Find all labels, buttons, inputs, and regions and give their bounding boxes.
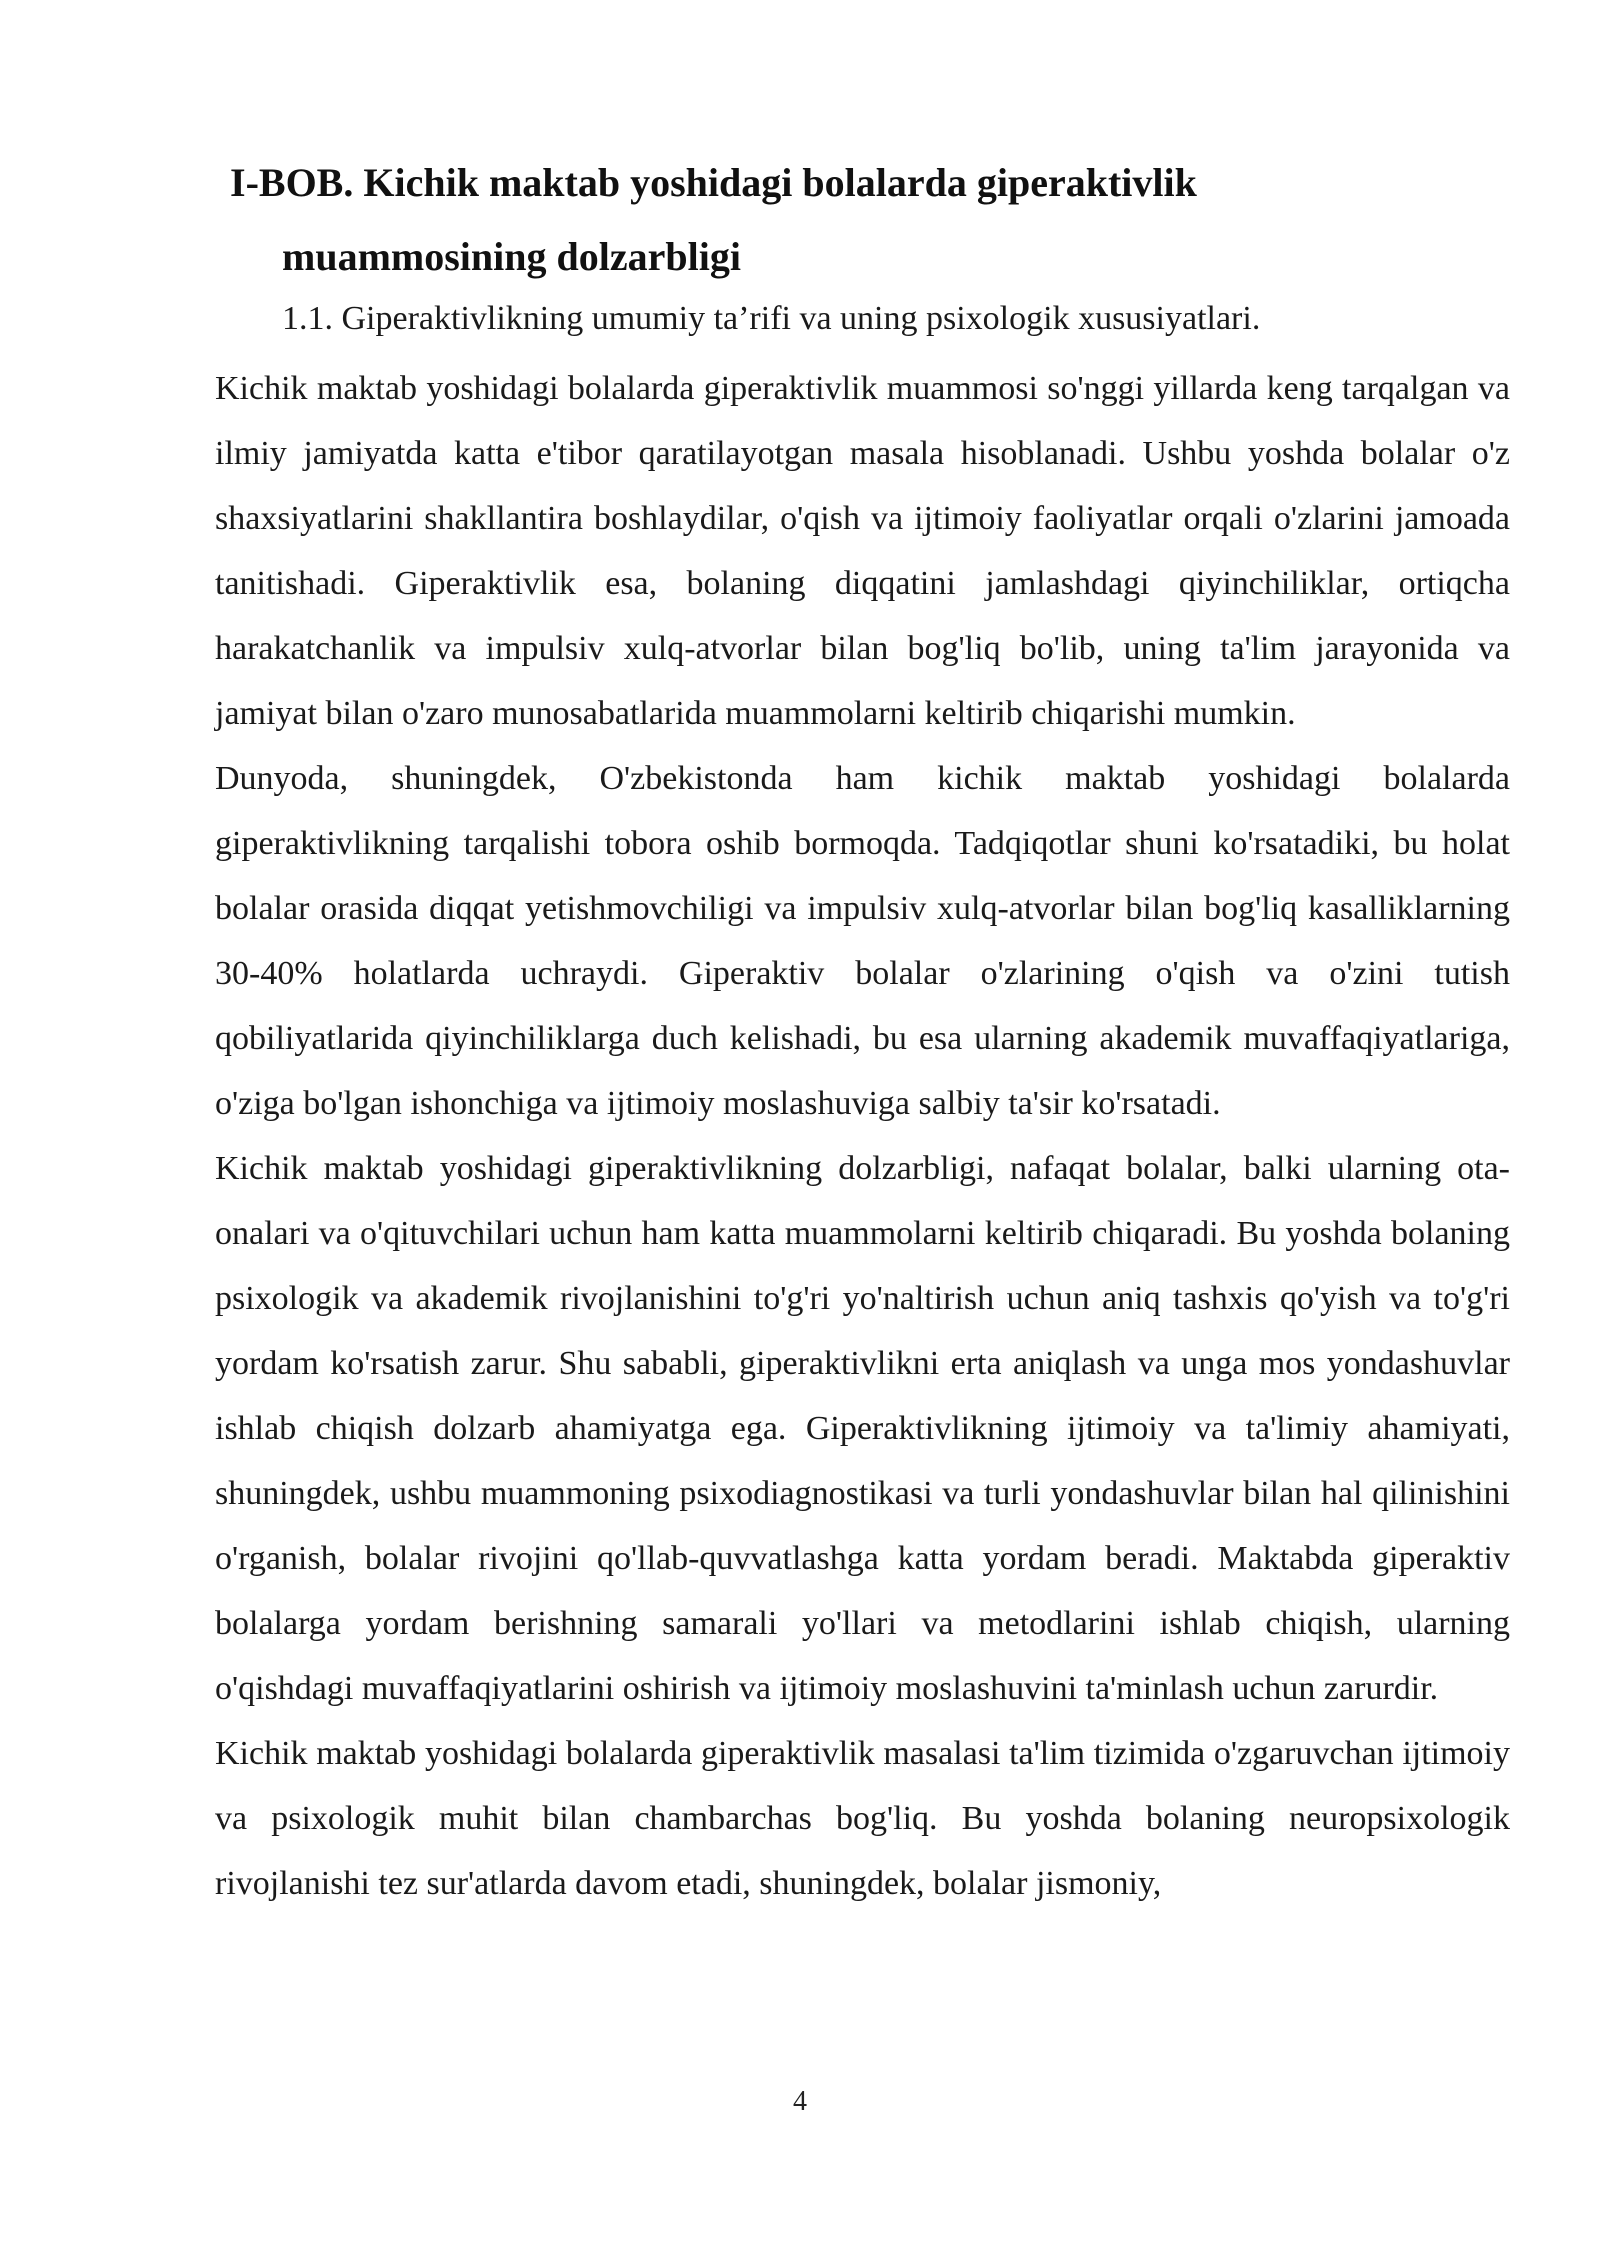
chapter-title-line2: muammosining dolzarbligi xyxy=(282,234,741,279)
page-number: 4 xyxy=(793,2086,807,2117)
chapter-title-line1: I-BOB. Kichik maktab yoshidagi bolalarda giperaktivlik xyxy=(230,160,1197,205)
body-text xyxy=(215,356,1510,1916)
paragraph: Kichik maktab yoshidagi bolalarda giperaktivlik masalasi ta'lim tizimida o'zgaruvchan ijtimoiy va psixologik muhit bilan chambarchas bog'liq. Bu yoshda bolaning neuropsixologik rivojlanishi tez sur'atlarda davom etadi, shuningdek, bolalar jismoniy, xyxy=(215,1735,1510,1902)
section-title: 1.1. Giperaktivlikning umumiy ta’rifi va uning psixologik xususiyatlari. xyxy=(282,300,1261,337)
paragraph: Kichik maktab yoshidagi bolalarda giperaktivlik muammosi so'nggi yillarda keng tarqalgan va ilmiy jamiyatda katta e'tibor qaratilayotgan masala hisoblanadi. Ushbu yoshda bolalar o'z shaxsiyatlarini shakllantira boshlaydilar, o'qish va ijtimoiy faoliyatlar orqali o'zlarini jamoada tanitishadi. Giperaktivlik esa, bolaning diqqatini jamlashdagi qiyinchiliklar, ortiqcha harakatchanlik va impulsiv xulq-atvorlar bilan bog'liq bo'lib, uning ta'lim jarayonida va jamiyat bilan o'zaro munosabatlarida muammolarni keltirib chiqarishi mumkin. xyxy=(215,370,1510,732)
paragraph: Dunyoda, shuningdek, O'zbekistonda ham kichik maktab yoshidagi bolalarda giperaktivlikning tarqalishi tobora oshib bormoqda. Tadqiqotlar shuni ko'rsatadiki, bu holat bolalar orasida diqqat yetishmovchiligi va impulsiv xulq-atvorlar bilan bog'liq kasalliklarning 30-40% holatlarda uchraydi. Giperaktiv bolalar o'zlarining o'qish va o'zini tutish qobiliyatlarida qiyinchiliklarga duch kelishadi, bu esa ularning akademik muvaffaqiyatlariga, o'ziga bo'lgan ishonchiga va ijtimoiy moslashuviga salbiy ta'sir ko'rsatadi. xyxy=(215,760,1510,1122)
chapter-title xyxy=(230,146,1350,294)
paragraph: Kichik maktab yoshidagi giperaktivlikning dolzarbligi, nafaqat bolalar, balki ularning ota-onalari va o'qituvchilari uchun ham katta muammolarni keltirib chiqaradi. Bu yoshda bolaning psixologik va akademik rivojlanishini to'g'ri yo'naltirish uchun aniq tashxis qo'yish va to'g'ri yordam ko'rsatish zarur. Shu sababli, giperaktivlikni erta aniqlash va unga mos yondashuvlar ishlab chiqish dolzarb ahamiyatga ega. Giperaktivlikning ijtimoiy va ta'limiy ahamiyati, shuningdek, ushbu muammoning psixodiagnostikasi va turli yondashuvlar bilan hal qilinishini o'rganish, bolalar rivojini qo'llab-quvvatlashga katta yordam beradi. Maktabda giperaktiv bolalarga yordam berishning samarali yo'llari va metodlarini ishlab chiqish, ularning o'qishdagi muvaffaqiyatlarini oshirish va ijtimoiy moslashuvini ta'minlash uchun zarurdir. xyxy=(215,1150,1510,1707)
